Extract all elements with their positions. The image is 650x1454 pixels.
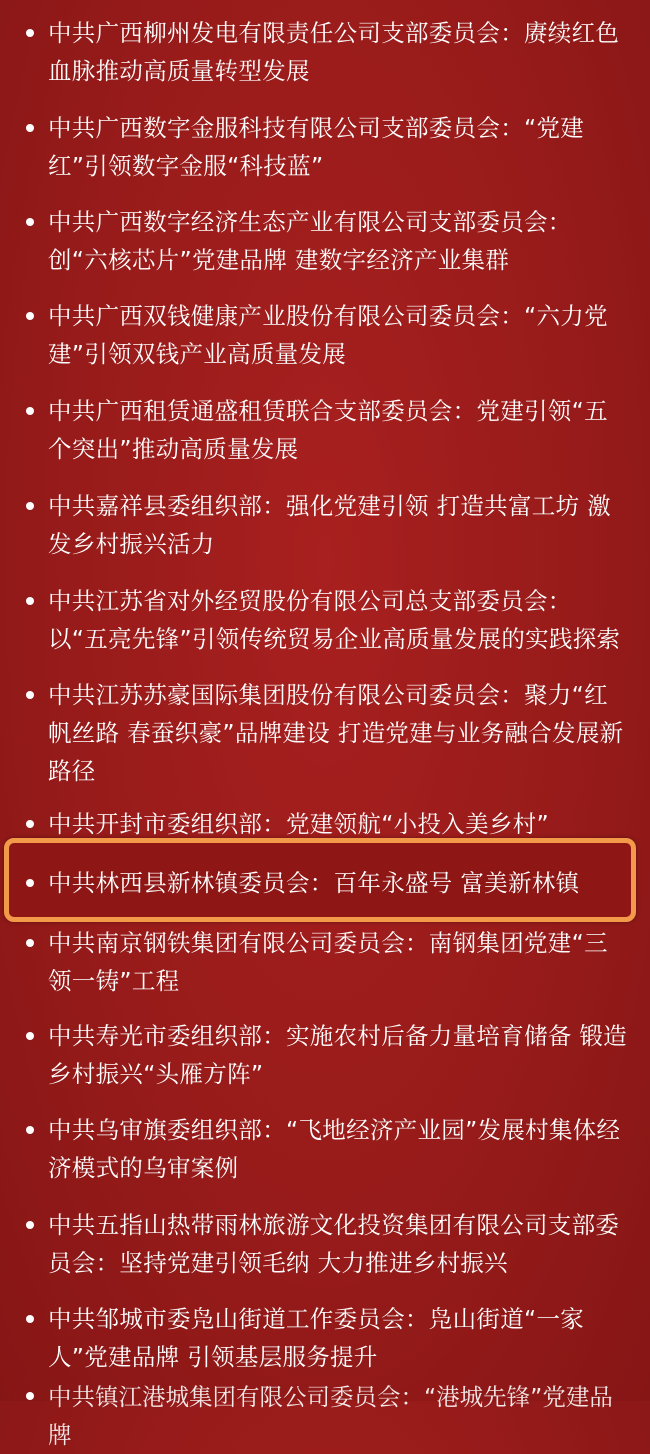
list-item-text: 中共五指山热带雨林旅游文化投资集团有限公司支部委员会：坚持党建引领毛纳 大力推进乡村振兴 <box>48 1211 620 1277</box>
list-item <box>26 676 630 790</box>
list-item-text: 中共邹城市委凫山街道工作委员会：凫山街道“一家人”党建品牌 引领基层服务提升 <box>48 1305 585 1371</box>
list-item-text: 中共广西双钱健康产业股份有限公司委员会：“六力党建”引领双钱产业高质量发展 <box>48 302 608 368</box>
list-item-partial: 中共镇江港城集团有限公司委员会：“港城先锋”党建品牌 <box>48 1383 613 1449</box>
list-item <box>26 582 630 658</box>
bullet-icon <box>26 29 34 37</box>
list-item <box>26 924 630 1000</box>
list-item <box>26 14 630 90</box>
bullet-icon <box>26 879 34 887</box>
list-item <box>26 487 630 563</box>
bullet-icon <box>26 407 34 415</box>
bullet-icon <box>26 1126 34 1134</box>
list-item-text: 中共林西县新林镇委员会：百年永盛号 富美新林镇 <box>48 869 580 897</box>
list-item-text: 中共南京钢铁集团有限公司委员会：南钢集团党建“三领一铸”工程 <box>48 929 608 995</box>
list-item-text: 中共乌审旗委组织部：“飞地经济产业园”发展村集体经济模式的乌审案例 <box>48 1116 621 1182</box>
list-item-text: 中共江苏苏豪国际集团股份有限公司委员会：聚力“红帆丝路 春蚕织豪”品牌建设 打造党建与业务融合发展新路径 <box>48 681 624 785</box>
bullet-icon <box>26 691 34 699</box>
bullet-icon <box>26 1221 34 1229</box>
list-item-text: 中共开封市委组织部：党建领航“小投入美乡村” <box>48 810 549 838</box>
list-item-text: 中共广西柳州发电有限责任公司支部委员会：赓续红色血脉推动高质量转型发展 <box>48 19 620 85</box>
list-item <box>26 297 630 373</box>
bullet-icon <box>26 939 34 947</box>
list-item-text: 中共嘉祥县委组织部：强化党建引领 打造共富工坊 激发乡村振兴活力 <box>48 492 611 558</box>
list-item <box>26 203 630 279</box>
bullet-icon <box>26 312 34 320</box>
list-item <box>26 805 630 843</box>
bullet-icon <box>26 218 34 226</box>
list-item <box>26 1017 630 1093</box>
list-item <box>26 109 630 185</box>
bullet-icon <box>26 124 34 132</box>
bullet-icon <box>26 597 34 605</box>
list-item-text: 中共广西数字金服科技有限公司支部委员会：“党建红”引领数字金服“科技蓝” <box>48 114 585 180</box>
list-item-text: 中共广西数字经济生态产业有限公司支部委员会：创“六核芯片”党建品牌 建数字经济产业集群 <box>48 208 572 274</box>
bullet-icon <box>26 1315 34 1323</box>
list-item <box>26 1300 630 1376</box>
list-item-text: 中共寿光市委组织部：实施农村后备力量培育储备 锻造乡村振兴“头雁方阵” <box>48 1022 627 1088</box>
list-item-text: 中共江苏省对外经贸股份有限公司总支部委员会：以“五亮先锋”引领传统贸易企业高质量发展的实践探索 <box>48 587 621 653</box>
list-item-text: 中共广西租赁通盛租赁联合支部委员会：党建引领“五个突出”推动高质量发展 <box>48 397 608 463</box>
list-item <box>26 1206 630 1282</box>
bullet-icon <box>26 1032 34 1040</box>
bullet-icon <box>26 820 34 828</box>
bullet-icon <box>26 1392 34 1400</box>
list-item <box>26 392 630 468</box>
list-item-highlighted <box>26 864 630 902</box>
list-item <box>26 1111 630 1187</box>
bullet-icon <box>26 502 34 510</box>
